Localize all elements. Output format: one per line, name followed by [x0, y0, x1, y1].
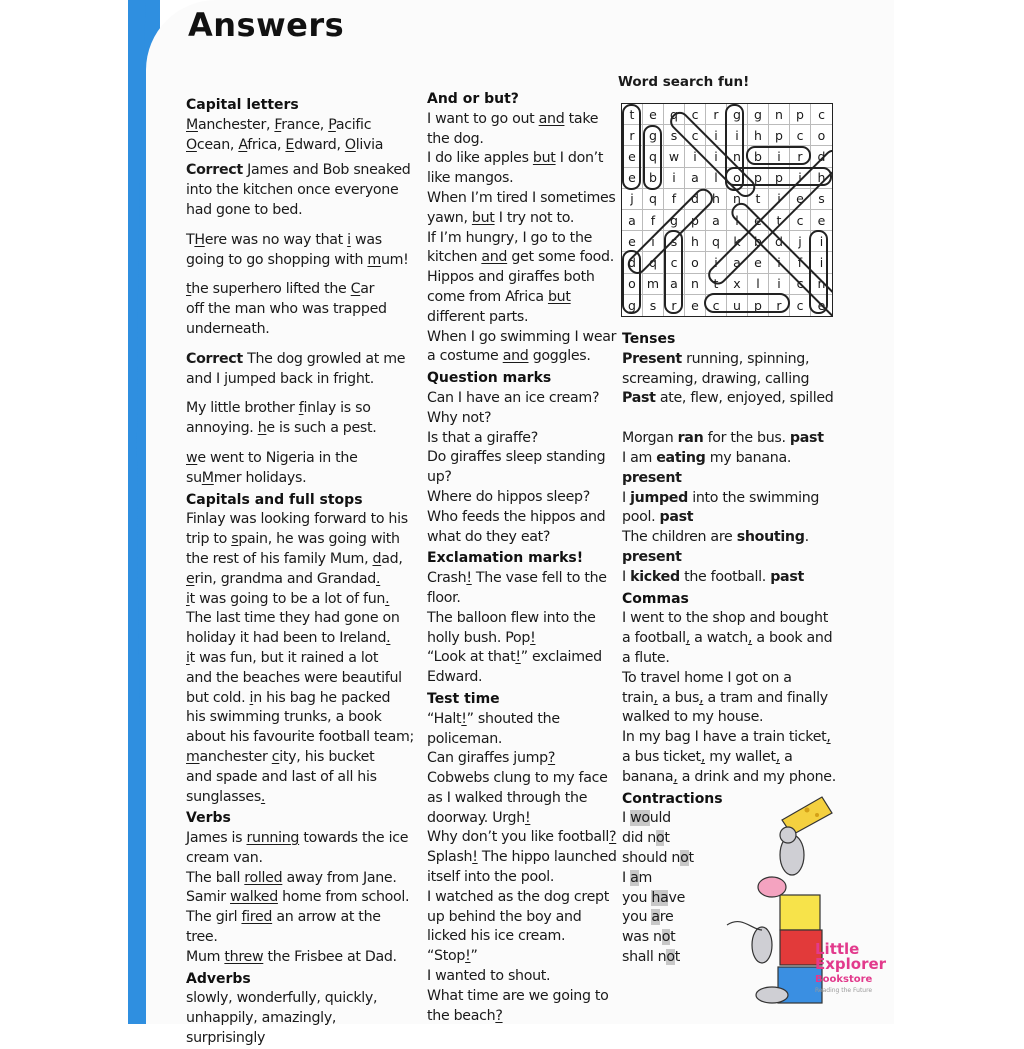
text-line: I want to go out and take — [427, 110, 599, 127]
logo-line-3: Bookstore — [815, 974, 873, 985]
word-search-cell: i — [769, 252, 790, 273]
word-search-cell: q — [706, 231, 727, 252]
word-search-cell: n — [685, 274, 706, 295]
text-line: a costume and goggles. — [427, 348, 591, 365]
word-search-cell: e — [622, 168, 643, 189]
word-search-grid — [621, 103, 833, 317]
text-line: Samir walked home from school. — [186, 889, 410, 906]
section-heading-and-or-but: And or but? — [427, 91, 519, 107]
word-search-cell: a — [622, 210, 643, 231]
text-line: walked to my house. — [622, 709, 764, 726]
text-line: Can I have an ice cream? — [427, 389, 600, 406]
text-line: “Look at that!” exclaimed — [427, 649, 602, 666]
word-search-cell: c — [790, 125, 811, 146]
word-search-cell: o — [727, 168, 748, 189]
word-search-cell: h — [706, 189, 727, 210]
text-line: train, a bus, a tram and finally — [622, 689, 828, 706]
word-search-cell: b — [748, 231, 769, 252]
word-search-cell: c — [790, 295, 811, 316]
word-search-cell: f — [790, 252, 811, 273]
text-line: manchester city, his bucket — [186, 748, 375, 765]
word-search-cell: e — [811, 210, 832, 231]
text-line: about his favourite football team; — [186, 729, 415, 746]
word-search-cell: x — [727, 274, 748, 295]
text-line: When I’m tired I sometimes — [427, 189, 616, 206]
word-search-cell: r — [706, 104, 727, 125]
word-search-cell: g — [643, 125, 664, 146]
mouse-bottom-icon — [756, 987, 788, 1003]
text-line: James is running towards the ice — [186, 830, 409, 847]
text-line: I am eating my banana. — [622, 449, 792, 466]
mouse-pink-icon — [758, 877, 786, 897]
text-line: banana, a drink and my phone. — [622, 768, 836, 785]
text-line: The last time they had gone on — [186, 610, 400, 627]
text-line: his swimming trunks, a book — [186, 709, 382, 726]
word-search-cell: s — [664, 125, 685, 146]
word-search-cell: n — [727, 146, 748, 167]
word-search-cell: d — [622, 252, 643, 273]
logo-line-2: Explorer — [815, 955, 887, 973]
word-search-cell: i — [664, 168, 685, 189]
word-search-cell: t — [748, 189, 769, 210]
text-line: like mangos. — [427, 170, 514, 187]
word-search-cell: p — [685, 210, 706, 231]
section-heading-adverbs: Adverbs — [186, 970, 251, 987]
word-search-cell: i — [769, 146, 790, 167]
word-search-cell: i — [706, 146, 727, 167]
word-search-cell: b — [643, 168, 664, 189]
word-search-cell: q — [643, 146, 664, 167]
contraction-item: I would — [622, 810, 671, 827]
text-line: a bus ticket, my wallet, a — [622, 748, 793, 765]
text-line: surprisingly — [186, 1030, 266, 1047]
word-search-cell: i — [727, 125, 748, 146]
contraction-item: was not — [622, 929, 676, 946]
text-line: What time are we going to — [427, 987, 609, 1004]
word-search-cell: e — [748, 252, 769, 273]
text-line: Splash! The hippo launched — [427, 849, 617, 866]
text-line: annoying. he is such a pest. — [186, 420, 377, 437]
text-line: and spade and last of all his — [186, 768, 377, 785]
word-search-cell: c — [790, 274, 811, 295]
word-search-cell: h — [811, 168, 832, 189]
word-search-cell: j — [790, 231, 811, 252]
text-line: Ocean, Africa, Edward, Olivia — [186, 136, 384, 153]
word-search-heading: Word search fun! — [618, 74, 750, 90]
word-search-cell: r — [769, 295, 790, 316]
section-heading-tenses: Tenses — [622, 331, 676, 347]
text-line: Cobwebs clung to my face — [427, 770, 608, 787]
text-line: up? — [427, 469, 452, 486]
section-heading-capital-letters: Capital letters — [186, 97, 299, 113]
word-search-cell: o — [685, 252, 706, 273]
word-search-cell: e — [817, 297, 826, 313]
mouse-left-icon — [752, 927, 772, 963]
text-line: policeman. — [427, 730, 503, 747]
text-line: I watched as the dog crept — [427, 888, 609, 905]
text-line: Finlay was looking forward to his — [186, 511, 408, 528]
word-search-cell: a — [685, 168, 706, 189]
word-search-cell: b — [748, 146, 769, 167]
text-line: Where do hippos sleep? — [427, 488, 590, 505]
section-heading-exclamation-marks: Exclamation marks! — [427, 550, 584, 567]
text-line: what do they eat? — [427, 528, 551, 545]
text-line: Manchester, France, Pacific — [186, 116, 372, 133]
word-search-cell: k — [727, 231, 748, 252]
word-search-cell: p — [748, 295, 769, 316]
text-line: I wanted to shout. — [427, 968, 551, 985]
column-1 — [186, 94, 414, 1049]
section-heading-capitals-full-stops: Capitals and full stops — [186, 491, 363, 508]
word-search-cell: i — [811, 231, 832, 252]
text-line: holiday it had been to Ireland. — [186, 630, 391, 647]
text-line: erin, grandma and Grandad. — [186, 570, 381, 587]
logo-tagline: Reading the Future — [815, 987, 873, 994]
contraction-item: should not — [622, 849, 694, 866]
text-line: Present running, spinning, — [622, 350, 810, 367]
logo-line-1: Little — [815, 940, 860, 958]
word-search-cell: p — [769, 125, 790, 146]
word-search-cell: c — [811, 104, 832, 125]
text-line: When I go swimming I wear — [427, 328, 617, 345]
text-line: Morgan ran for the bus. past — [622, 430, 824, 447]
contraction-item: I am — [622, 869, 653, 886]
text-line: going to go shopping with mum! — [186, 251, 409, 268]
text-line: but cold. in his bag he packed — [186, 689, 391, 706]
contraction-item: did not — [622, 830, 670, 847]
text-line: Why not? — [427, 409, 492, 426]
text-line: The ball rolled away from Jane. — [186, 869, 397, 886]
text-line: Who feeds the hippos and — [427, 508, 606, 525]
text-line: a football, a watch, a book and — [622, 630, 833, 647]
word-search-cell: g — [664, 210, 685, 231]
word-search-cell: f — [664, 189, 685, 210]
text-line: I do like apples but I don’t — [427, 150, 604, 167]
text-line: Crash! The vase fell to the — [427, 570, 607, 587]
contraction-item: you have — [622, 889, 686, 906]
word-search-cell: i — [643, 231, 664, 252]
word-search-cell: p — [769, 168, 790, 189]
text-line: underneath. — [186, 320, 270, 337]
section-heading-commas: Commas — [622, 590, 689, 607]
word-search-cell: g — [727, 104, 748, 125]
word-search-cell: h — [748, 125, 769, 146]
word-search-cell: e — [685, 295, 706, 316]
word-search-cell: q — [664, 104, 685, 125]
text-line: had gone to bed. — [186, 201, 303, 218]
yellow-block-icon — [780, 895, 820, 930]
word-search-cell: d — [811, 146, 832, 167]
word-search-cell: l — [706, 168, 727, 189]
text-line: Why don’t you like football? — [427, 829, 617, 846]
text-line: Do giraffes sleep standing — [427, 449, 606, 466]
text-line: screaming, drawing, calling — [622, 370, 810, 387]
word-search-cell: p — [790, 104, 811, 125]
word-search-cell: e — [790, 189, 811, 210]
text-line: a flute. — [622, 649, 670, 666]
text-line: sunglasses. — [186, 788, 266, 805]
word-search-cell: a — [727, 252, 748, 273]
word-search-cell: r — [664, 295, 685, 316]
text-line: Edward. — [427, 669, 483, 686]
text-line: itself into the pool. — [427, 869, 555, 886]
word-search-cell: g — [622, 295, 643, 316]
text-line: Correct The dog growled at me — [186, 350, 406, 367]
word-search-cell: i — [706, 252, 727, 273]
text-line: suMmer holidays. — [186, 469, 307, 486]
word-search-cell: o — [811, 125, 832, 146]
text-line: Past ate, flew, enjoyed, spilled — [622, 390, 834, 407]
text-line: cream van. — [186, 849, 263, 866]
word-search-cell: l — [727, 210, 748, 231]
word-search-cell: a — [664, 274, 685, 295]
text-line: My little brother finlay is so — [186, 400, 371, 417]
text-line: I kicked the football. past — [622, 568, 804, 585]
text-line: the beach? — [427, 1007, 503, 1024]
text-line: To travel home I got on a — [622, 669, 792, 686]
text-line: floor. — [427, 589, 461, 606]
word-search-cell: e — [748, 210, 769, 231]
word-search-cell: i — [706, 125, 727, 146]
text-line: present — [622, 469, 682, 486]
text-line: and the beaches were beautiful — [186, 669, 402, 686]
text-line: holly bush. Pop! — [427, 629, 536, 646]
word-search-cell: t — [622, 104, 643, 125]
text-line: Correct James and Bob sneaked — [186, 162, 411, 179]
word-search-cell: i — [685, 146, 706, 167]
word-search-cell: h — [685, 231, 706, 252]
word-search-cell: l — [748, 274, 769, 295]
text-line: In my bag I have a train ticket, — [622, 729, 831, 746]
word-search-cell: q — [643, 252, 664, 273]
text-line: unhappily, amazingly, — [186, 1010, 337, 1027]
text-line: as I walked through the — [427, 789, 588, 806]
text-line: into the kitchen once everyone — [186, 182, 399, 199]
word-search-cell: d — [769, 231, 790, 252]
text-line: come from Africa but — [427, 288, 571, 305]
contraction-item: shall not — [622, 948, 681, 965]
word-search-cell: c — [685, 125, 706, 146]
text-line: the dog. — [427, 130, 484, 147]
word-search-cell: t — [706, 274, 727, 295]
word-search-cell: a — [706, 210, 727, 231]
text-line: The balloon flew into the — [427, 609, 596, 626]
word-search-cell: j — [622, 189, 643, 210]
text-line: pool. past — [622, 509, 694, 526]
word-search-cell: r — [622, 125, 643, 146]
word-search-cell: i — [790, 168, 811, 189]
contraction-item: you are — [622, 909, 674, 926]
text-line: doorway. Urgh! — [427, 809, 531, 826]
text-line: and I jumped back in fright. — [186, 370, 375, 387]
word-search-cell: c — [790, 210, 811, 231]
word-search-cell: m — [643, 274, 664, 295]
word-search-cell: i — [811, 252, 832, 273]
text-line: off the man who was trapped — [186, 301, 387, 318]
word-search-cell: e — [622, 146, 643, 167]
text-line: I jumped into the swimming — [622, 489, 820, 506]
text-line: up behind the boy and — [427, 908, 582, 925]
word-search-cell: s — [811, 189, 832, 210]
text-line: kitchen and get some food. — [427, 249, 614, 266]
text-line: yawn, but I try not to. — [427, 209, 575, 226]
bookstore-logo — [815, 942, 895, 1012]
text-line: The children are shouting. — [622, 529, 809, 546]
word-search-cell: i — [769, 274, 790, 295]
column-2 — [427, 88, 619, 1026]
section-heading-question-marks: Question marks — [427, 370, 552, 387]
text-line: The girl fired an arrow at the tree. — [186, 909, 381, 946]
text-line: Can giraffes jump? — [427, 750, 556, 767]
word-search-cell: n — [811, 274, 832, 295]
word-search-cell: u — [727, 295, 748, 316]
text-line: we went to Nigeria in the — [186, 449, 358, 466]
text-line: the superhero lifted the Car — [186, 281, 375, 298]
word-search-cell: e — [643, 104, 664, 125]
text-line: it was going to be a lot of fun. — [186, 590, 390, 607]
text-line: slowly, wonderfully, quickly, — [186, 990, 378, 1007]
word-search-cell: w — [664, 146, 685, 167]
word-search-cell: n — [727, 189, 748, 210]
text-line: Is that a giraffe? — [427, 429, 538, 446]
word-search-cell: e — [622, 231, 643, 252]
text-line: THere was no way that i was — [186, 231, 382, 248]
word-search-cell: p — [748, 168, 769, 189]
word-search-cell: g — [748, 104, 769, 125]
text-line: I went to the shop and bought — [622, 610, 828, 627]
text-line: the rest of his family Mum, dad, — [186, 550, 403, 567]
word-search-cell: i — [769, 189, 790, 210]
section-heading-contractions: Contractions — [622, 790, 723, 807]
word-search-cell: s — [664, 231, 685, 252]
text-line: it was fun, but it rained a lot — [186, 649, 379, 666]
word-search-cell: s — [643, 295, 664, 316]
text-line: If I’m hungry, I go to the — [427, 229, 593, 246]
word-search-cell: c — [706, 295, 727, 316]
text-line: “Halt!” shouted the — [427, 710, 560, 727]
word-search-cell: c — [685, 104, 706, 125]
text-line: Mum threw the Frisbee at Dad. — [186, 948, 397, 965]
word-search-cell: t — [769, 210, 790, 231]
text-line: trip to spain, he was going with — [186, 531, 400, 548]
section-heading-verbs: Verbs — [186, 810, 231, 827]
word-search-cell: q — [643, 189, 664, 210]
page-title: Answers — [188, 6, 345, 44]
text-line: present — [622, 548, 682, 565]
section-heading-test-time: Test time — [427, 690, 500, 707]
text-line: Hippos and giraffes both — [427, 269, 595, 286]
word-search-cell: n — [769, 104, 790, 125]
word-search-cell: c — [664, 252, 685, 273]
word-search-cell: o — [622, 274, 643, 295]
text-line: licked his ice cream. “Stop!” — [427, 928, 566, 965]
text-line: different parts. — [427, 308, 529, 325]
word-search-cell: r — [790, 146, 811, 167]
word-search-cell: d — [685, 189, 706, 210]
word-search-cell: f — [643, 210, 664, 231]
